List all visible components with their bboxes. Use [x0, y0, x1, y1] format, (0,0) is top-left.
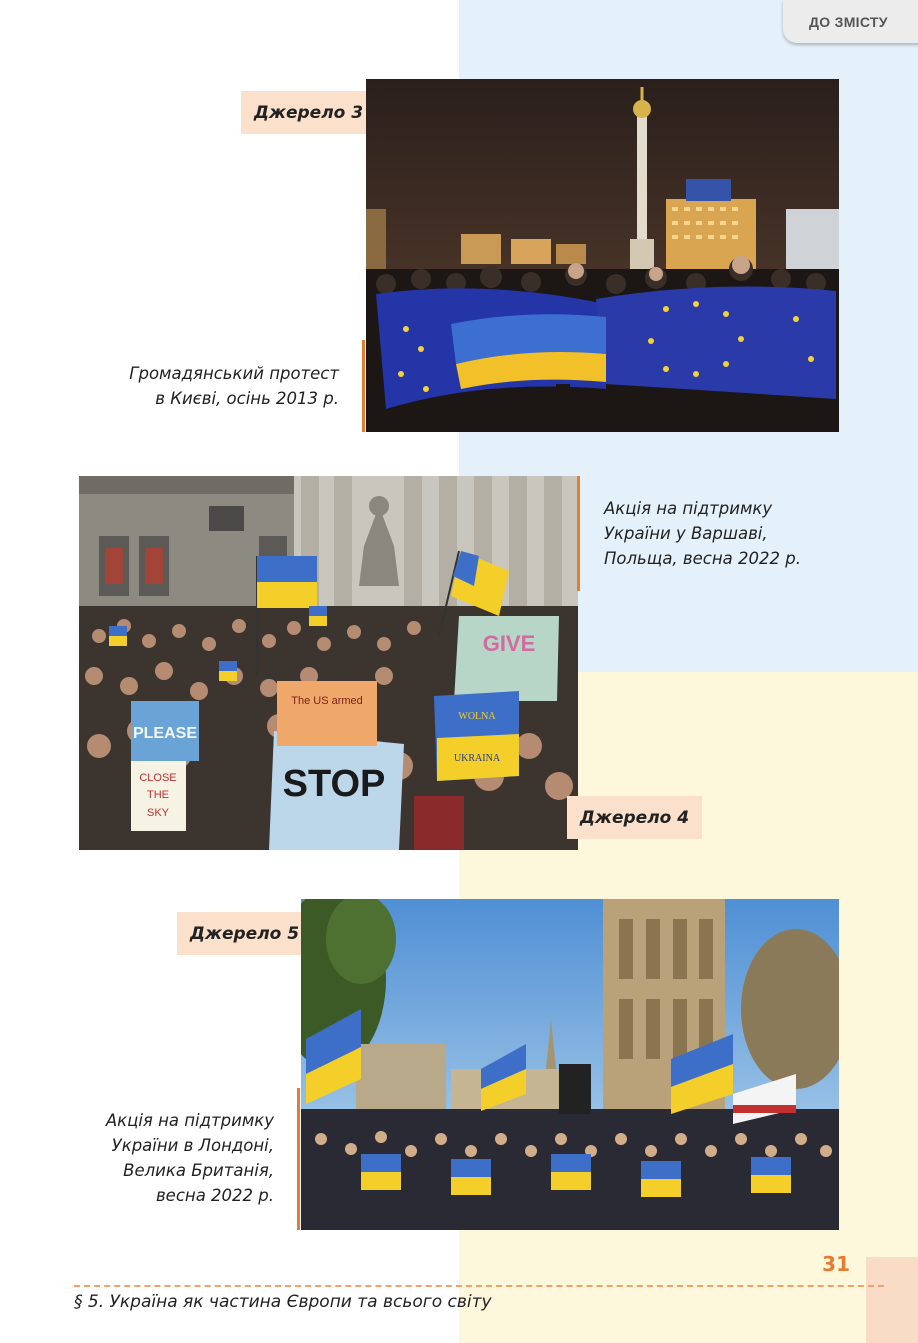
source-4-label: Джерело 4 — [567, 796, 702, 839]
photo-london-rally-2022 — [301, 899, 839, 1230]
svg-text:SKY: SKY — [146, 807, 170, 819]
svg-text:GIVE: GIVE — [482, 631, 536, 656]
caption-line: України в Лондоні, — [111, 1136, 274, 1155]
caption-source-5 — [40, 1108, 274, 1208]
source-5-label: Джерело 5 — [177, 912, 312, 955]
svg-text:WOLNA: WOLNA — [458, 711, 496, 722]
photo-kyiv-protest-2013 — [366, 79, 839, 432]
background-page-corner — [866, 1257, 918, 1343]
caption-rule-source-5 — [297, 1088, 300, 1230]
svg-text:The US armed: The US armed — [291, 695, 363, 707]
caption-rule-source-3 — [362, 340, 365, 432]
page-number: 31 — [822, 1252, 850, 1276]
caption-line: весна 2022 р. — [155, 1186, 274, 1205]
caption-line: в Києві, осінь 2013 р. — [155, 389, 339, 408]
caption-line: Громадянський протест — [129, 364, 339, 383]
caption-source-4 — [604, 496, 884, 571]
source-3-label: Джерело 3 — [241, 91, 376, 134]
svg-text:PLEASE: PLEASE — [132, 725, 198, 742]
photo-warsaw-rally-2022 — [79, 476, 578, 850]
toc-button[interactable]: ДО ЗМІСТУ — [783, 0, 918, 43]
caption-rule-source-4 — [577, 476, 580, 591]
svg-text:STOP: STOP — [282, 763, 386, 805]
footer-divider — [74, 1285, 884, 1287]
caption-line: Велика Британія, — [123, 1161, 274, 1180]
caption-line: України у Варшаві, — [604, 524, 768, 543]
svg-text:UKRAINA: UKRAINA — [453, 753, 501, 764]
caption-line: Акція на підтримку — [105, 1111, 274, 1130]
svg-text:CLOSE: CLOSE — [139, 772, 177, 784]
caption-line: Акція на підтримку — [604, 499, 773, 518]
svg-text:THE: THE — [147, 789, 169, 801]
caption-line: Польща, весна 2022 р. — [604, 549, 801, 568]
footer-section-title: § 5. Україна як частина Європи та всього світу — [74, 1292, 492, 1312]
caption-source-3 — [60, 361, 339, 411]
